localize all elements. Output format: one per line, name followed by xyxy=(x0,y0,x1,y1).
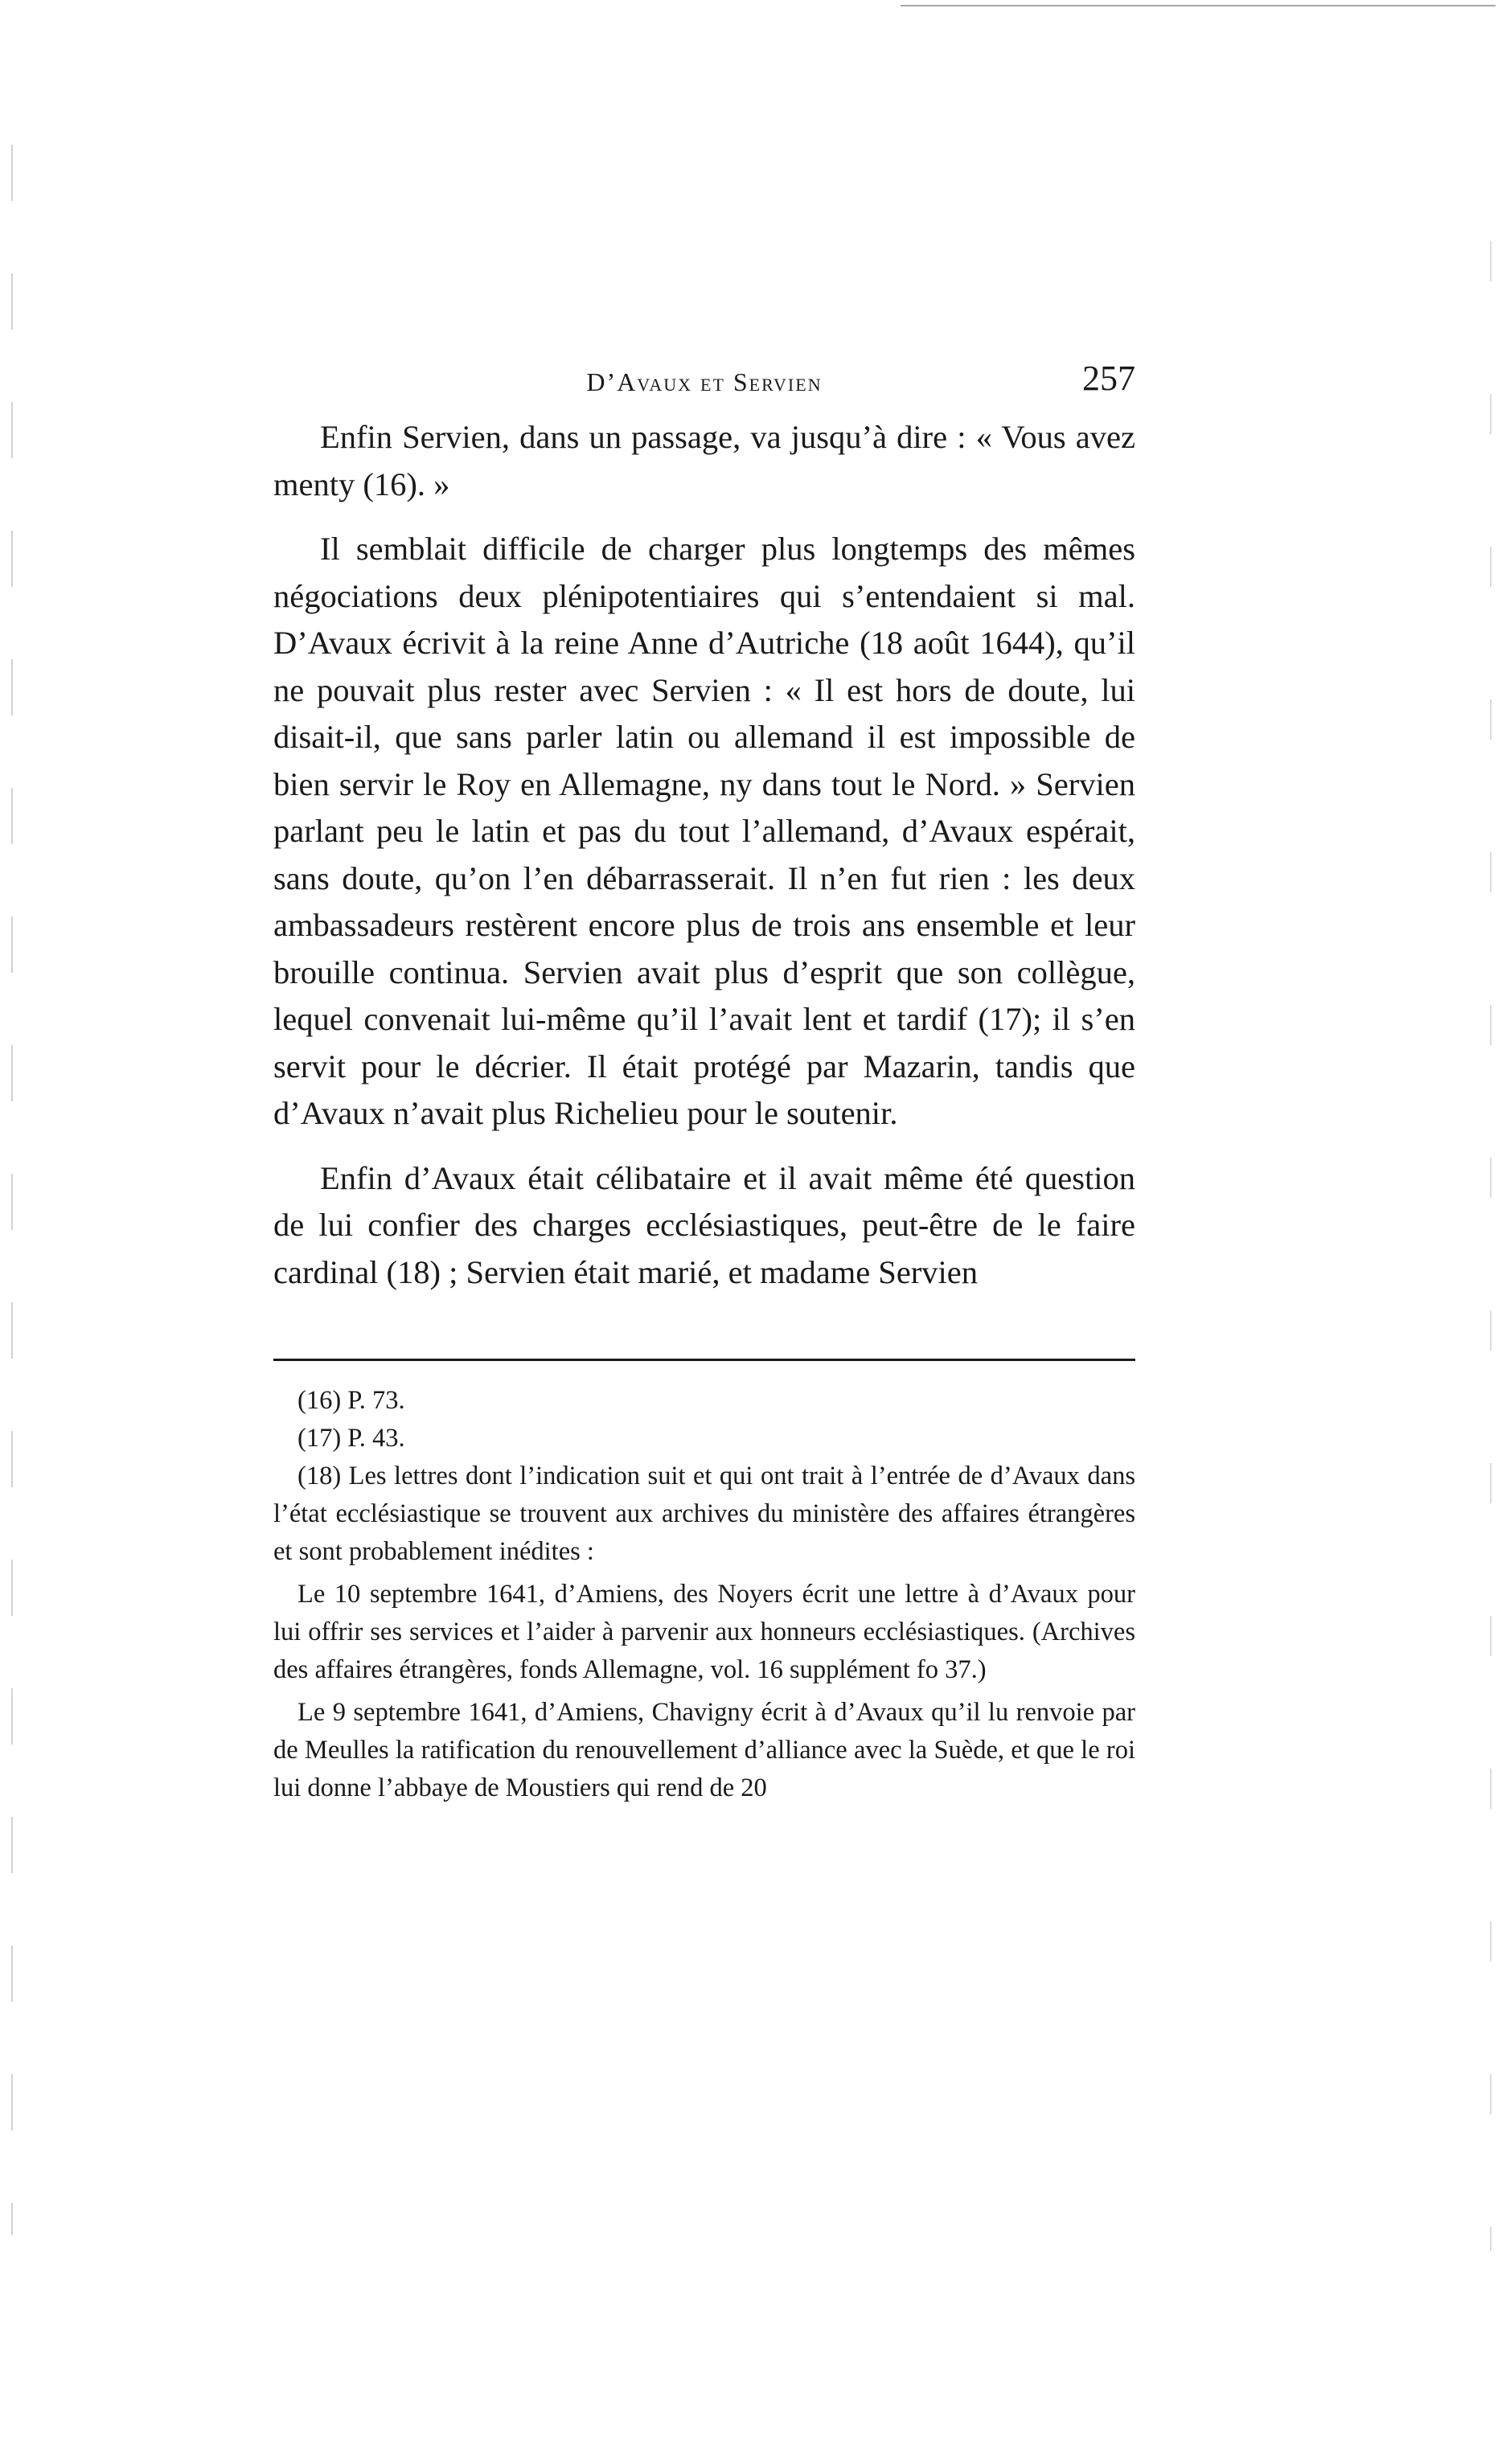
scan-artifact-left xyxy=(11,145,13,2235)
footnote-18: (18) Les lettres dont l’indication suit et qui ont trait à l’entrée de d’Avaux dans l’état ecclésiastique se trouvent aux archives du ministère des affaires étrangères et sont probablement inédites : xyxy=(273,1462,1135,1566)
paragraph-2: Il semblait difficile de charger plus longtemps des mêmes négociations deux plénipotentiaires qui s’entendaient si mal. D’Avaux écrivit à la reine Anne d’Autriche (18 août 1644), qu’il ne pouvait plus rester avec Servien : « Il est hors de doute, lui disait-il, que sans parler latin ou allemand il est impossible de bien servir le Roy en Allemagne, ny dans tout le Nord. » Servien parlant peu le latin et pas du tout l’allemand, d’Avaux espérait, sans doute, qu’on l’en débarrasserait. Il n’en fut rien : les deux ambassadeurs restèrent encore plus de trois ans ensemble et leur brouille continua. Servien avait plus d’esprit que son collègue, lequel convenait lui-même qu’il l’avait lent et tardif (17); il s’en servit pour le décrier. Il était protégé par Mazarin, tandis que d’Avaux n’avait plus Richelieu pour le soutenir. xyxy=(273,531,1135,1131)
scan-artifact-right xyxy=(1490,241,1492,2251)
footnotes xyxy=(273,1382,1135,1807)
paragraph-3: Enfin d’Avaux était célibataire et il avait même été question de lui confier des charges ecclésiastiques, peut-être de le faire cardinal (18) ; Servien était marié, et madame Servien xyxy=(273,1159,1135,1290)
page-number: 257 xyxy=(1082,359,1135,398)
footnote-16: (16) P. 73. xyxy=(298,1386,405,1415)
running-head xyxy=(273,358,1135,408)
footnote-18-letter-2: Le 9 septembre 1641, d’Amiens, Chavigny écrit à d’Avaux qu’il lu renvoie par de Meulles la ratification du renouvellement d’alliance avec la Suède, et que le roi lui donne l’abbaye de Moustiers qui rend de 20 xyxy=(273,1698,1135,1802)
footnote-divider xyxy=(273,1359,1135,1361)
scan-artifact-top xyxy=(901,5,1496,6)
body-text xyxy=(273,414,1135,1296)
running-title: D’Avaux et Servien xyxy=(586,367,823,396)
paragraph-1: Enfin Servien, dans un passage, va jusqu’à dire : « Vous avez menty (16). » xyxy=(273,419,1135,502)
book-page xyxy=(273,358,1135,1807)
footnote-18-letter-1: Le 10 septembre 1641, d’Amiens, des Noyers écrit une lettre à d’Avaux pour lui offrir ses services et l’aider à parvenir aux honneurs ecclésiastiques. (Archives des affaires étrangères, fonds Allemagne, vol. 16 supplément fo 37.) xyxy=(273,1580,1135,1684)
footnote-17: (17) P. 43. xyxy=(298,1424,405,1453)
